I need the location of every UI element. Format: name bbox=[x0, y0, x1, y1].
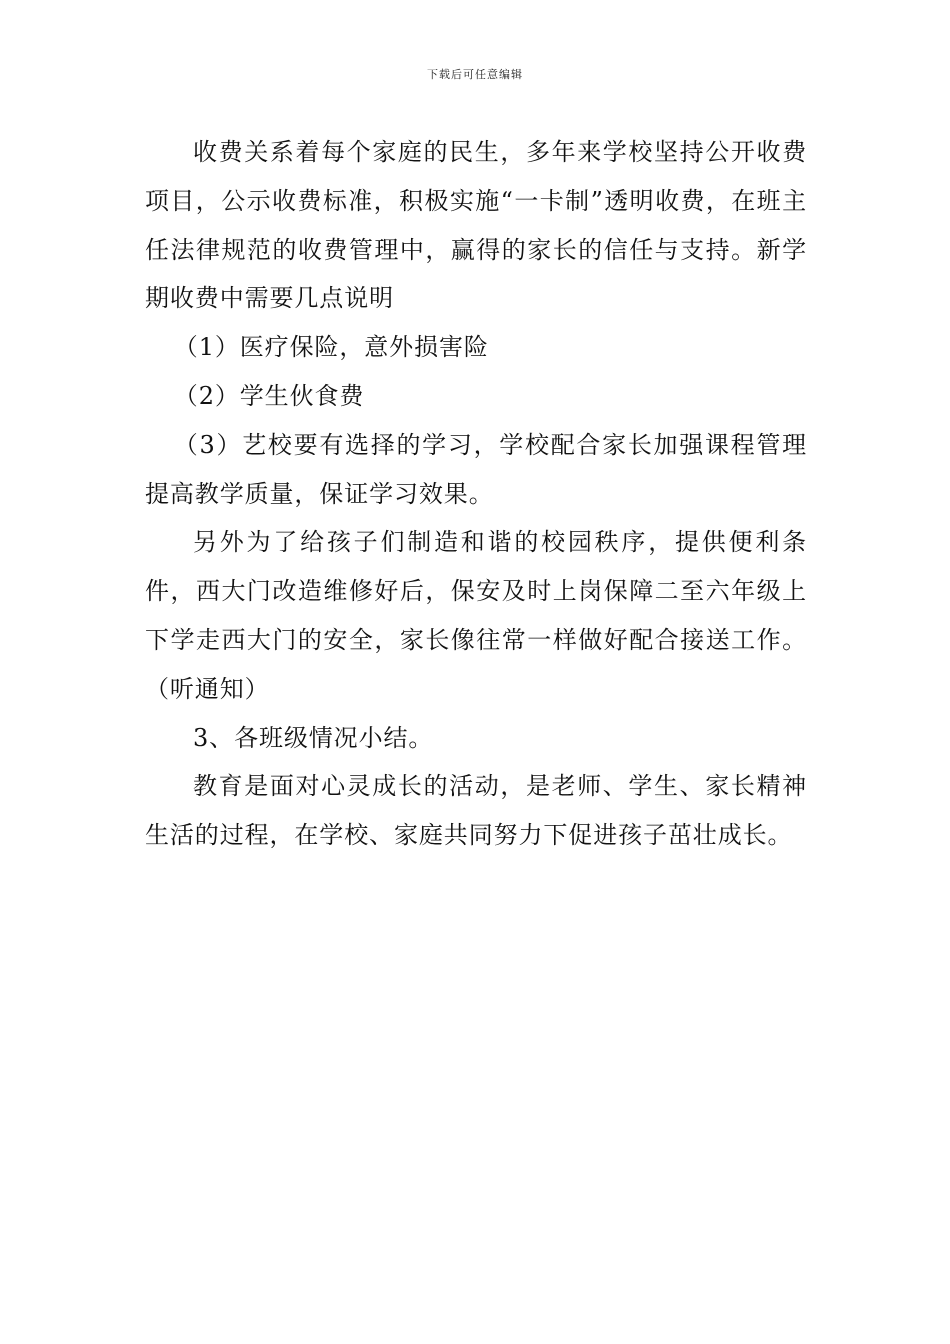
paragraph-education: 教育是面对心灵成长的活动，是老师、学生、家长精神生活的过程，在学校、家庭共同努力下促进孩子茁壮成长。 bbox=[145, 772, 807, 850]
document-body bbox=[145, 128, 807, 860]
paragraph-fees: 收费关系着每个家庭的民生，多年来学校坚持公开收费项目，公示收费标准，积极实施“一卡制”透明收费，在班主任法律规范的收费管理中，赢得的家长的信任与支持。新学期收费中需要几点说明 bbox=[145, 138, 807, 313]
list-item-meal-fee: （2）学生伙食费 bbox=[173, 381, 365, 410]
section-heading-class-summary: 3、各班级情况小结。 bbox=[193, 723, 434, 752]
list-item-art-school: （3）艺校要有选择的学习，学校配合家长加强课程管理提高教学质量，保证学习效果。 bbox=[145, 430, 807, 508]
page-header-note: 下载后可任意编辑 bbox=[427, 68, 523, 81]
list-item-insurance: （1）医疗保险，意外损害险 bbox=[173, 333, 489, 362]
paragraph-west-gate: 另外为了给孩子们制造和谐的校园秩序，提供便利条件，西大门改造维修好后，保安及时上岗保障二至六年级上下学走西大门的安全，家长像往常一样做好配合接送工作。（听通知） bbox=[145, 528, 807, 703]
